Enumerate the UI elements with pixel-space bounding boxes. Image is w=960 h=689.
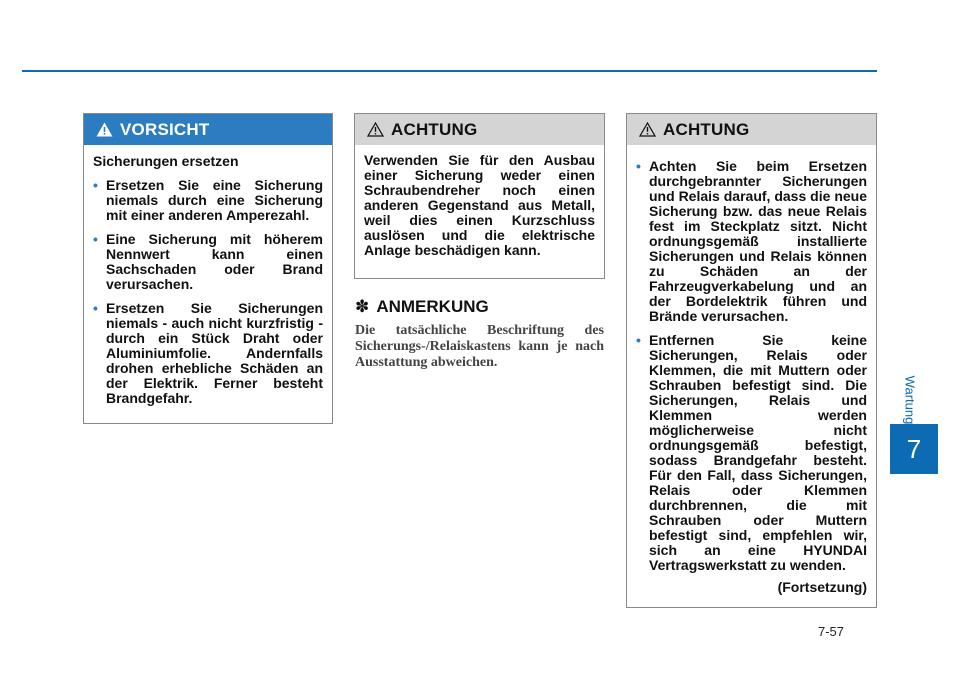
note-title: ANMERKUNG xyxy=(376,297,489,316)
section-label-text: Wartung xyxy=(902,375,918,425)
chapter-tab: 7 xyxy=(890,424,938,474)
warning-triangle-icon xyxy=(96,122,113,137)
note-heading xyxy=(355,297,489,317)
warning-box-title: ACHTUNG xyxy=(663,119,750,139)
continuation-note: (Fortsetzung) xyxy=(777,579,867,595)
caution-box-subtitle: Sicherungen ersetzen xyxy=(93,153,239,169)
top-rule xyxy=(22,70,877,72)
bullet-icon: • xyxy=(636,332,641,348)
list-item xyxy=(93,232,323,292)
caution-box xyxy=(83,113,333,424)
warning-box-fuse-replacement xyxy=(626,113,877,608)
note-text: Die tatsächliche Beschriftung des Sicherungs-/Relaiskastens kann je nach Ausstattung abweichen. xyxy=(355,323,604,370)
caution-box-title: VORSICHT xyxy=(120,119,210,139)
warning-box-header xyxy=(355,114,604,145)
asterisk-icon: ✽ xyxy=(355,297,370,316)
bullet-icon: • xyxy=(93,177,98,193)
list-item xyxy=(636,159,867,324)
page-number: 7-57 xyxy=(818,624,845,639)
list-item-text: Ersetzen Sie Sicherungen niemals - auch nicht kurzfristig - durch ein Stück Draht oder Aluminiumfolie. Andernfalls drohen erhebliche Schäden an der Elektrik. Ferner besteht Brandgefahr. xyxy=(106,300,323,406)
warning-box-header xyxy=(627,114,876,145)
list-item-text: Entfernen Sie keine Sicherungen, Relais oder Klemmen, die mit Muttern oder Schrauben befestigt sind. Die Sicherungen, Relais und Klemmen werden möglicherweise nicht ordnungsgemäß befestigt, sodass Brandgefahr besteht. Für den Fall, dass Sicherungen, Relais oder Klemmen durchbrennen, die mit Schrauben oder Muttern befestigt sind, empfehlen wir, sich an eine HYUNDAI Vertragswerkstatt zu wenden. xyxy=(649,332,867,573)
bullet-icon: • xyxy=(93,231,98,247)
list-item xyxy=(93,178,323,223)
bullet-icon: • xyxy=(636,158,641,174)
section-label xyxy=(900,370,920,430)
caution-box-header xyxy=(84,114,332,145)
list-item-text: Achten Sie beim Ersetzen durchgebrannter Sicherungen und Relais darauf, dass die neue Sicherung bzw. das neue Relais fest im Steckplatz sitzt. Nicht ordnungsgemäß installierte Sicherungen und Relais können zu Schäden an der Fahrzeugverkabelung und an der Bordelektrik führen und Brände verursachen. xyxy=(649,158,867,324)
list-item xyxy=(93,301,323,406)
warning-box-title: ACHTUNG xyxy=(391,119,478,139)
list-item-text: Ersetzen Sie eine Sicherung niemals durch eine Sicherung mit einer anderen Amperezahl. xyxy=(106,177,323,223)
list-item-text: Eine Sicherung mit höherem Nennwert kann einen Sachschaden oder Brand verursachen. xyxy=(106,231,323,292)
list-item xyxy=(636,333,867,573)
bullet-icon: • xyxy=(93,300,98,316)
warning-box-fuse-removal xyxy=(354,113,605,279)
warning-box-text: Verwenden Sie für den Ausbau einer Sicherung weder einen Schraubendreher noch einen anderen Gegenstand aus Metall, weil dies einen Kurzschluss auslösen und die elektrische Anlage beschädigen kann. xyxy=(364,152,595,258)
warning-triangle-icon xyxy=(367,122,384,137)
warning-triangle-icon xyxy=(639,122,656,137)
